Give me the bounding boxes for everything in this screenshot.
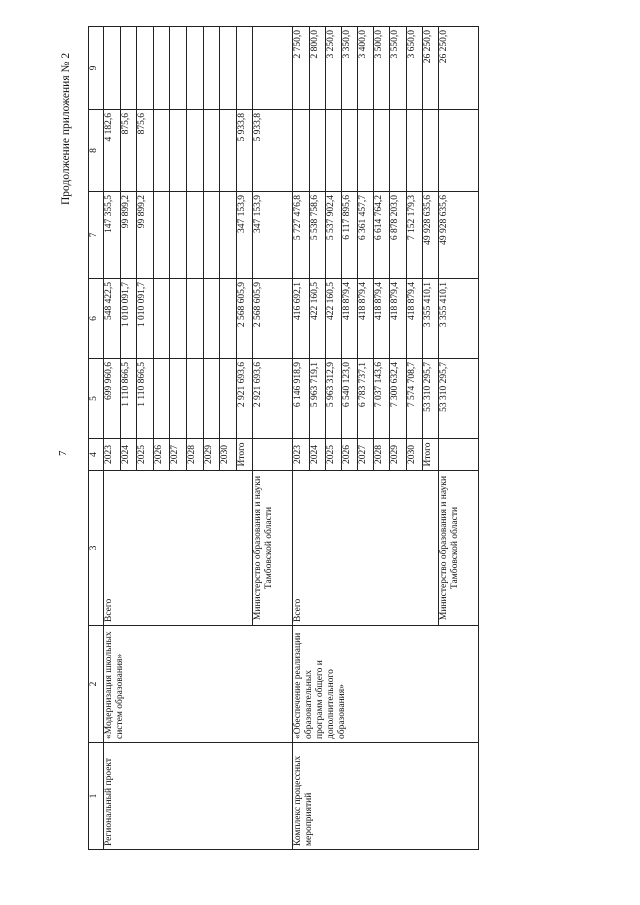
year-cell: 2023 — [104, 439, 121, 471]
value-cell-c9: 3 500,0 — [374, 27, 390, 110]
budget-table — [88, 26, 479, 850]
value-cell-c8 — [186, 110, 203, 192]
value-cell-c7 — [153, 192, 170, 279]
value-cell-c8 — [374, 110, 390, 192]
value-cell-c6: 1 010 091,7 — [137, 279, 154, 359]
value-cell-c9 — [170, 27, 187, 110]
value-cell-c5 — [186, 359, 203, 439]
value-cell-c8 — [170, 110, 187, 192]
value-cell-c9: 3 550,0 — [390, 27, 406, 110]
page-number: 7 — [57, 450, 69, 456]
value-cell-c6: 422 160,5 — [309, 279, 325, 359]
appendix-caption: Продолжение приложения № 2 — [60, 52, 72, 205]
value-cell-c5 — [170, 359, 187, 439]
year-cell: 2025 — [137, 439, 154, 471]
value-cell-c6: 418 879,4 — [390, 279, 406, 359]
table-row — [293, 27, 309, 850]
year-cell: 2028 — [374, 439, 390, 471]
year-cell: 2027 — [170, 439, 187, 471]
value-cell-c6 — [153, 279, 170, 359]
value-cell-c7: 99 899,2 — [137, 192, 154, 279]
value-cell-c8 — [293, 110, 309, 192]
value-cell-c8 — [325, 110, 341, 192]
row-category: Комплекс процессных мероприятий — [293, 743, 479, 850]
value-cell-c5: 6 783 737,1 — [358, 359, 374, 439]
row-project-name: «Модернизация школьных систем образования» — [104, 626, 293, 743]
value-cell-c8: 4 182,6 — [104, 110, 121, 192]
value-cell-c5: 7 037 143,6 — [374, 359, 390, 439]
value-cell-c5: 5 963 719,1 — [309, 359, 325, 439]
header-col-1: 1 — [89, 743, 104, 850]
value-cell-c5: 6 146 918,9 — [293, 359, 309, 439]
value-cell-c7: 5 727 476,8 — [293, 192, 309, 279]
value-cell-c6: 3 355 410,1 — [422, 279, 438, 359]
value-cell-c6: 3 355 410,1 — [439, 279, 479, 359]
year-cell: 2030 — [220, 439, 237, 471]
value-cell-c7: 49 928 635,6 — [439, 192, 479, 279]
value-cell-c8: 875,6 — [120, 110, 137, 192]
value-cell-c9 — [186, 27, 203, 110]
value-cell-c5: 7 300 632,4 — [390, 359, 406, 439]
value-cell-c8 — [220, 110, 237, 192]
row-category: Региональный проект — [104, 743, 293, 850]
value-cell-c9 — [153, 27, 170, 110]
value-cell-c6: 418 879,4 — [374, 279, 390, 359]
value-cell-c6 — [220, 279, 237, 359]
year-cell: Итого — [236, 439, 253, 471]
value-cell-c8 — [390, 110, 406, 192]
value-cell-c9 — [120, 27, 137, 110]
value-cell-c7: 5 538 758,6 — [309, 192, 325, 279]
header-col-2: 2 — [89, 626, 104, 743]
value-cell-c9: 2 750,0 — [293, 27, 309, 110]
value-cell-c6: 418 879,4 — [341, 279, 357, 359]
value-cell-c6: 418 879,4 — [358, 279, 374, 359]
value-cell-c8: 5 933,8 — [253, 110, 293, 192]
value-cell-c8 — [341, 110, 357, 192]
value-cell-c5: 5 963 312,9 — [325, 359, 341, 439]
year-cell: 2027 — [358, 439, 374, 471]
value-cell-c5: 7 574 708,7 — [406, 359, 422, 439]
value-cell-c9 — [203, 27, 220, 110]
value-cell-c5: 2 921 693,6 — [236, 359, 253, 439]
header-col-5: 5 — [89, 359, 104, 439]
value-cell-c5: 1 110 866,5 — [120, 359, 137, 439]
funding-source: Всего — [293, 471, 439, 626]
value-cell-c9: 3 250,0 — [325, 27, 341, 110]
table-row — [104, 27, 121, 850]
header-col-7: 7 — [89, 192, 104, 279]
value-cell-c8 — [358, 110, 374, 192]
value-cell-c5: 53 310 295,7 — [439, 359, 479, 439]
value-cell-c8 — [422, 110, 438, 192]
value-cell-c9: 2 800,0 — [309, 27, 325, 110]
value-cell-c7: 6 878 203,0 — [390, 192, 406, 279]
value-cell-c7: 147 355,5 — [104, 192, 121, 279]
value-cell-c7: 7 152 179,3 — [406, 192, 422, 279]
value-cell-c9 — [253, 27, 293, 110]
funding-source: Всего — [104, 471, 253, 626]
value-cell-c9 — [137, 27, 154, 110]
header-col-6: 6 — [89, 279, 104, 359]
header-col-8: 8 — [89, 110, 104, 192]
value-cell-c6: 1 010 091,7 — [120, 279, 137, 359]
value-cell-c6: 548 422,5 — [104, 279, 121, 359]
year-cell: 2028 — [186, 439, 203, 471]
value-cell-c7: 6 361 457,7 — [358, 192, 374, 279]
value-cell-c7: 99 899,2 — [120, 192, 137, 279]
value-cell-c5: 1 110 866,5 — [137, 359, 154, 439]
value-cell-c6: 2 568 605,9 — [253, 279, 293, 359]
year-cell: 2030 — [406, 439, 422, 471]
value-cell-c6: 418 879,4 — [406, 279, 422, 359]
value-cell-c6: 416 692,1 — [293, 279, 309, 359]
value-cell-c5: 2 921 693,6 — [253, 359, 293, 439]
value-cell-c9 — [220, 27, 237, 110]
value-cell-c9: 26 250,0 — [439, 27, 479, 110]
year-cell — [439, 439, 479, 471]
value-cell-c7 — [186, 192, 203, 279]
value-cell-c5 — [203, 359, 220, 439]
value-cell-c6 — [186, 279, 203, 359]
year-cell — [253, 439, 293, 471]
value-cell-c8 — [309, 110, 325, 192]
value-cell-c7: 6 614 764,2 — [374, 192, 390, 279]
value-cell-c8: 875,6 — [137, 110, 154, 192]
value-cell-c5: 6 540 123,0 — [341, 359, 357, 439]
value-cell-c7: 49 928 635,6 — [422, 192, 438, 279]
value-cell-c9: 26 250,0 — [422, 27, 438, 110]
value-cell-c6: 422 160,5 — [325, 279, 341, 359]
value-cell-c7: 347 153,9 — [253, 192, 293, 279]
value-cell-c9: 3 650,0 — [406, 27, 422, 110]
funding-source: Министерство образования и науки Тамбовской области — [253, 471, 293, 626]
value-cell-c9 — [104, 27, 121, 110]
value-cell-c8 — [439, 110, 479, 192]
value-cell-c7 — [220, 192, 237, 279]
year-cell: 2024 — [120, 439, 137, 471]
value-cell-c7 — [203, 192, 220, 279]
year-cell: 2029 — [203, 439, 220, 471]
year-cell: 2026 — [153, 439, 170, 471]
value-cell-c5: 53 310 295,7 — [422, 359, 438, 439]
value-cell-c9 — [236, 27, 253, 110]
year-cell: Итого — [422, 439, 438, 471]
year-cell: 2029 — [390, 439, 406, 471]
value-cell-c8 — [153, 110, 170, 192]
value-cell-c6 — [203, 279, 220, 359]
funding-source: Министерство образования и науки Тамбовской области — [439, 471, 479, 626]
value-cell-c9: 3 350,0 — [341, 27, 357, 110]
header-col-3: 3 — [89, 471, 104, 626]
value-cell-c5 — [220, 359, 237, 439]
header-col-4: 4 — [89, 439, 104, 471]
year-cell: 2026 — [341, 439, 357, 471]
value-cell-c5: 699 960,6 — [104, 359, 121, 439]
value-cell-c8 — [203, 110, 220, 192]
year-cell: 2024 — [309, 439, 325, 471]
year-cell: 2023 — [293, 439, 309, 471]
value-cell-c9: 3 400,0 — [358, 27, 374, 110]
value-cell-c6 — [170, 279, 187, 359]
value-cell-c7: 347 153,9 — [236, 192, 253, 279]
header-row — [89, 27, 104, 850]
value-cell-c7: 5 537 902,4 — [325, 192, 341, 279]
value-cell-c7 — [170, 192, 187, 279]
value-cell-c5 — [153, 359, 170, 439]
value-cell-c7: 6 117 895,6 — [341, 192, 357, 279]
value-cell-c8: 5 933,8 — [236, 110, 253, 192]
value-cell-c6: 2 568 605,9 — [236, 279, 253, 359]
row-project-name: «Обеспечение реализации образовательных программ общего и дополнительного образования» — [293, 626, 479, 743]
value-cell-c8 — [406, 110, 422, 192]
year-cell: 2025 — [325, 439, 341, 471]
header-col-9: 9 — [89, 27, 104, 110]
